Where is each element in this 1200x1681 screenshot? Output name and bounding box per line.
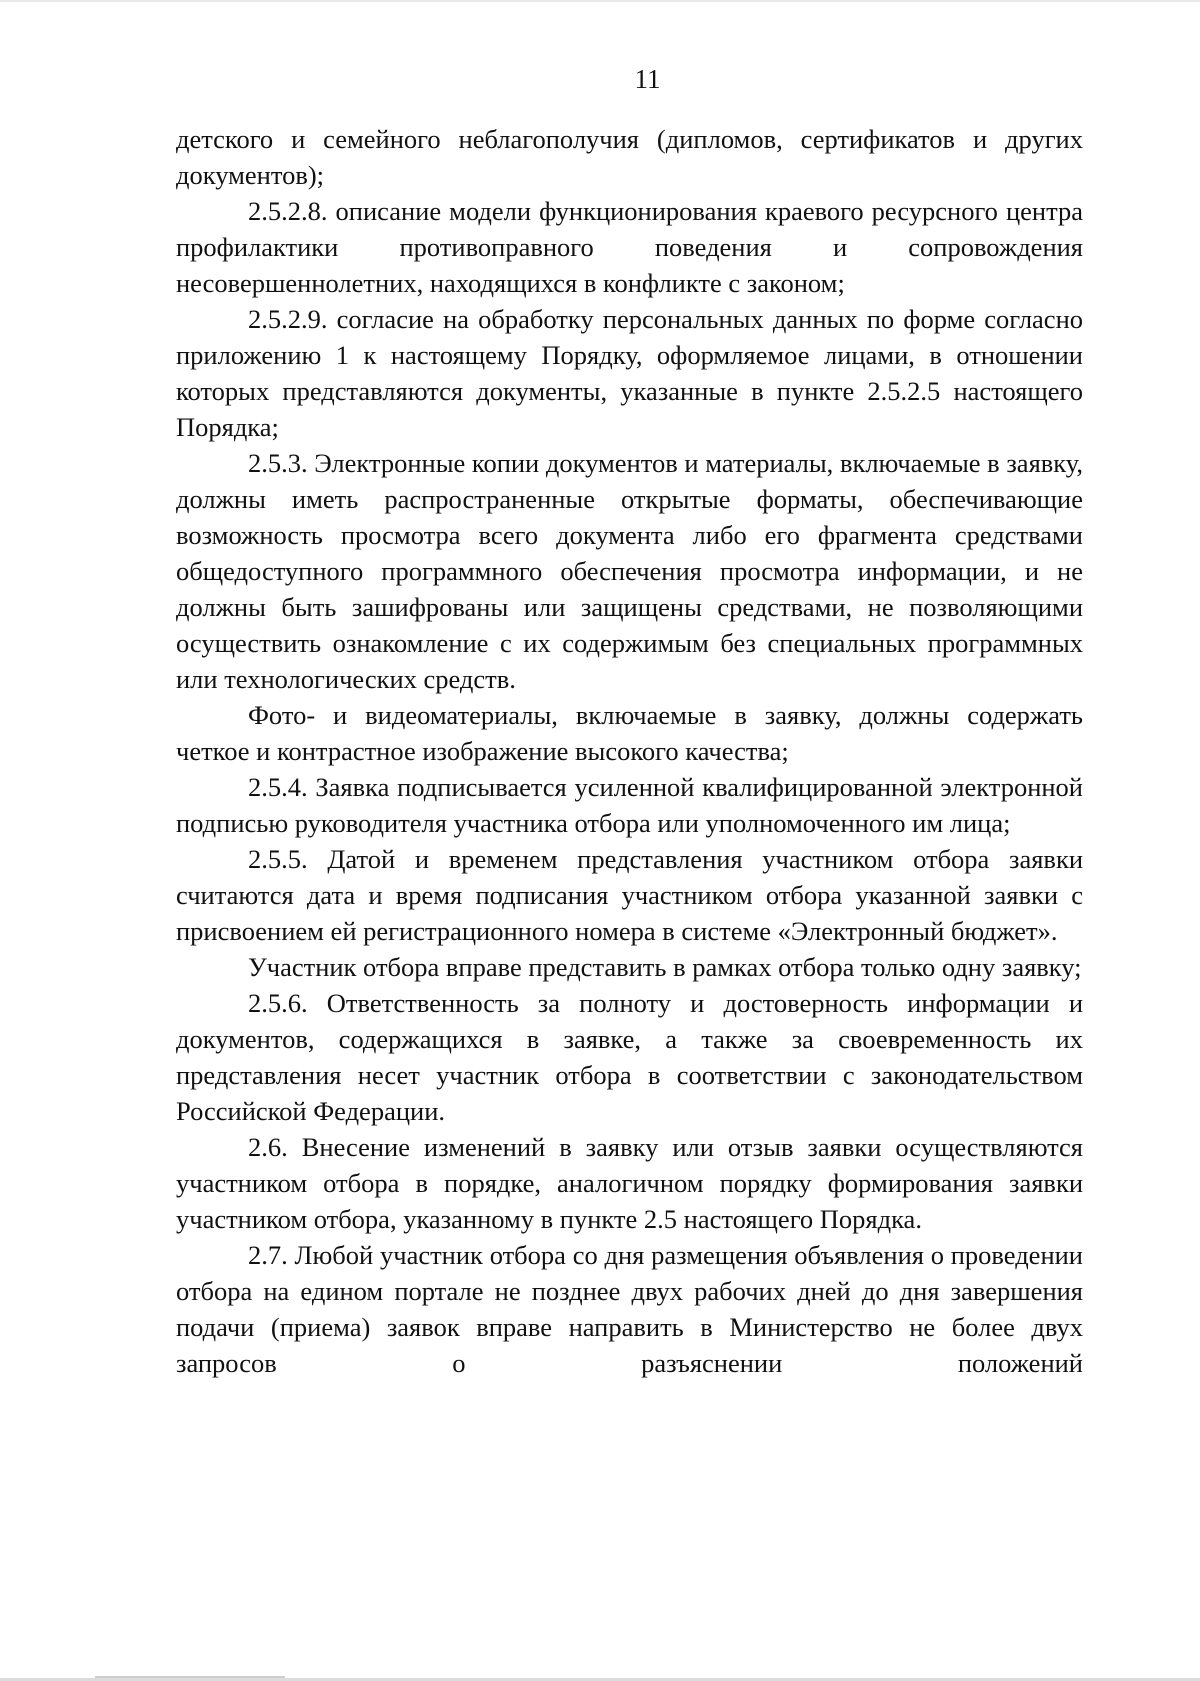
paragraph-2-5-5: 2.5.5. Датой и временем представления участником отбора заявки считаются дата и время подписания участником отбора указанной заявки с присвоением ей регистрационного номера в системе «Электронный бюджет».	[176, 844, 1083, 946]
paragraph-2-7: 2.7. Любой участник отбора со дня размещения объявления о проведении отбора на едином портале не позднее двух рабочих дней до дня завершения подачи (приема) заявок вправе направить в Министерство не более двух запросов о разъяснении положений	[176, 1240, 1083, 1378]
paragraph-continuation: детского и семейного неблагополучия (дипломов, сертификатов и других документов);	[176, 124, 1083, 190]
paragraph-2-5-2-9: 2.5.2.9. согласие на обработку персональных данных по форме согласно приложению 1 к настоящему Порядку, оформляемое лицами, в отношении которых представляются документы, указанные в пункте 2.5.2.5 настоящего Порядка;	[176, 304, 1083, 442]
document-body	[176, 121, 1083, 1381]
paragraph-single-application: Участник отбора вправе представить в рамках отбора только одну заявку;	[248, 952, 1082, 982]
page-number: 11	[634, 64, 661, 94]
paragraph-2-6: 2.6. Внесение изменений в заявку или отзыв заявки осуществляются участником отбора в порядке, аналогичном порядку формирования заявки участником отбора, указанному в пункте 2.5 настоящего Порядка.	[176, 1132, 1083, 1234]
paragraph-2-5-3: 2.5.3. Электронные копии документов и материалы, включаемые в заявку, должны иметь распространенные открытые форматы, обеспечивающие возможность просмотра всего документа либо его фрагмента средствами общедоступного программного обеспечения просмотра информации, и не должны быть зашифрованы или защищены средствами, не позволяющими осуществить ознакомление с их содержимым без специальных программных или технологических средств.	[176, 448, 1083, 694]
paragraph-photo-video: Фото- и видеоматериалы, включаемые в заявку, должны содержать четкое и контрастное изображение высокого качества;	[176, 700, 1083, 766]
paragraph-2-5-4: 2.5.4. Заявка подписывается усиленной квалифицированной электронной подписью руководителя участника отбора или уполномоченного им лица;	[176, 772, 1083, 838]
scan-edge-top	[0, 0, 1200, 2]
paragraph-2-5-6: 2.5.6. Ответственность за полноту и достоверность информации и документов, содержащихся в заявке, а также за своевременность их представления несет участник отбора в соответствии с законодательством Российской Федерации.	[176, 988, 1083, 1126]
paragraph-2-5-2-8: 2.5.2.8. описание модели функционирования краевого ресурсного центра профилактики противоправного поведения и сопровождения несовершеннолетних, находящихся в конфликте с законом;	[176, 196, 1083, 298]
